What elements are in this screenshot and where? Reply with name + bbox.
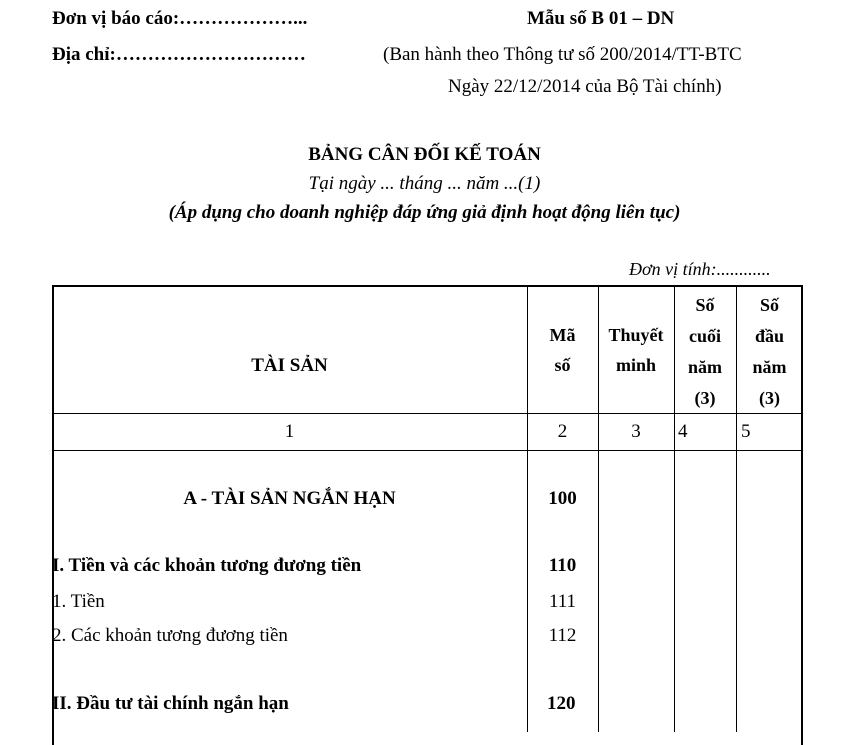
row-code-cash-equivalent-items: 112 (548, 625, 577, 646)
row-code-short-term-investments: 120 (547, 693, 576, 714)
column-number-4: 4 (678, 421, 688, 442)
header-end-line1: Số (695, 295, 715, 315)
header-note-line2: minh (615, 355, 657, 375)
issued-by-line1: (Ban hành theo Thông tư số 200/2014/TT-BTC (383, 44, 742, 65)
header-begin-line4: (3) (759, 388, 780, 408)
column-number-1: 1 (284, 421, 295, 442)
column-number-bottom-line (52, 450, 803, 451)
row-code-short-term-assets: 100 (548, 488, 577, 509)
row-label-short-term-assets: A - TÀI SẢN NGẮN HẠN (183, 488, 396, 509)
address-label: Địa chỉ:………………………… (52, 44, 306, 65)
header-note-line1: Thuyết (608, 325, 664, 345)
page-title: BẢNG CÂN ĐỐI KẾ TOÁN (308, 144, 541, 165)
issued-by-line2: Ngày 22/12/2014 của Bộ Tài chính) (448, 76, 722, 97)
header-end-of-year (674, 290, 736, 414)
header-beginning-of-year (736, 290, 803, 414)
row-label-cash: 1. Tiền (52, 591, 105, 612)
unit-of-measure-note: Đơn vị tính:............ (629, 259, 771, 279)
header-code-line1: Mã (549, 325, 576, 345)
column-number-2: 2 (557, 421, 568, 442)
header-begin-line3: năm (752, 357, 787, 377)
column-number-5: 5 (741, 421, 751, 442)
header-code-line2: số (554, 355, 571, 375)
header-end-line4: (3) (694, 388, 716, 408)
scope-line: (Áp dụng cho doanh nghiệp đáp ứng giả định hoạt động liên tục) (168, 202, 681, 223)
report-date-line: Tại ngày ... tháng ... năm ...(1) (308, 173, 541, 194)
header-end-line2: cuối (688, 326, 721, 346)
reporting-unit-label: Đơn vị báo cáo:………………... (52, 8, 308, 29)
row-label-cash-equivalent-items: 2. Các khoản tương đương tiền (52, 625, 288, 646)
form-code: Mẫu số B 01 – DN (527, 8, 675, 29)
header-asset: TÀI SẢN (251, 355, 328, 376)
header-end-line3: năm (687, 357, 722, 377)
header-begin-line1: Số (759, 295, 779, 315)
header-note (598, 320, 674, 380)
header-code (527, 320, 598, 380)
row-label-short-term-investments: II. Đầu tư tài chính ngắn hạn (52, 693, 289, 714)
column-number-3: 3 (631, 421, 641, 442)
row-code-cash: 111 (548, 591, 577, 612)
row-code-cash-equivalents: 110 (548, 555, 577, 576)
row-label-cash-equivalents: I. Tiền và các khoản tương đương tiền (52, 555, 362, 576)
header-begin-line2: đầu (754, 326, 785, 346)
